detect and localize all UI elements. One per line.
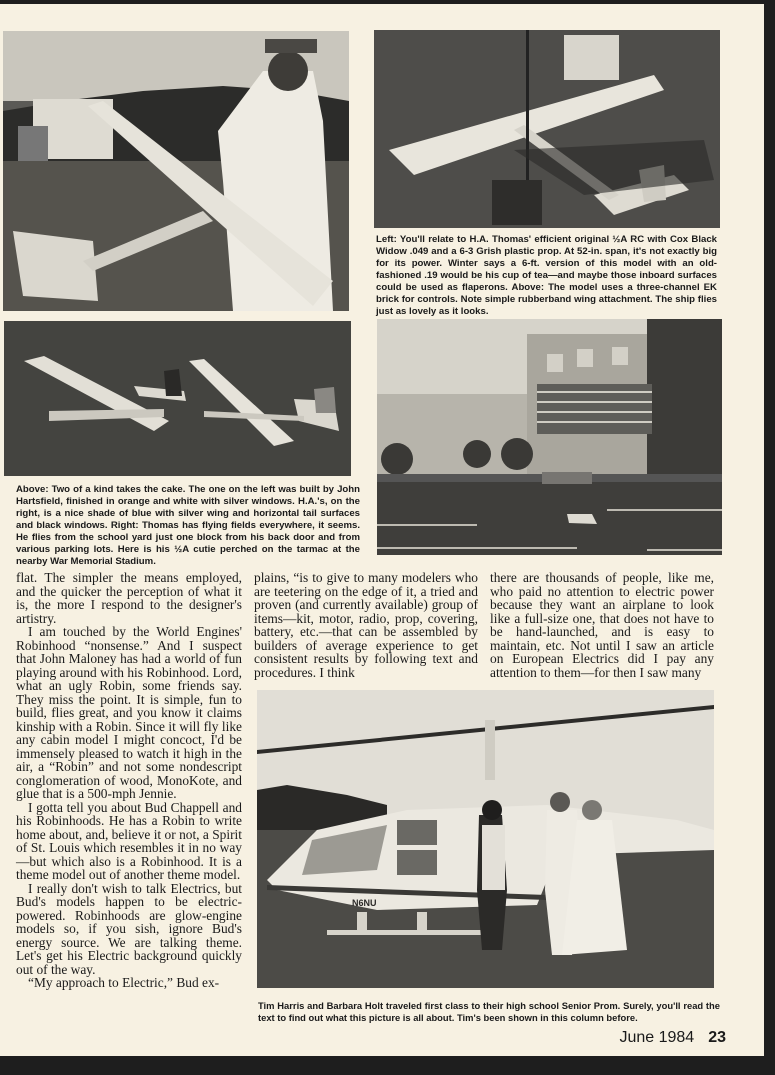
article-column-1 [16, 571, 242, 990]
magazine-page [0, 4, 764, 1056]
paragraph: flat. The simpler the means employed, and the quicker the perception of what it is, the more I respond to the designer's artistry. [16, 570, 242, 626]
paragraph: “My approach to Electric,” Bud ex- [28, 975, 220, 990]
page-number: 23 [708, 1029, 726, 1046]
photo-helicopter-prom [257, 690, 714, 988]
article-column-3 [490, 571, 714, 679]
issue-date: June 1984 [619, 1029, 695, 1046]
helicopter-tail-number: N6NU [352, 898, 377, 908]
photo-model-on-pavement-image [374, 30, 720, 228]
photo-man-with-model [3, 31, 349, 311]
photo-two-robinhoods-image [4, 321, 351, 476]
caption-helicopter-prom: Tim Harris and Barbara Holt traveled first class to their high school Senior Prom. Surely, you'll read the text to find out what this picture is all about. Tim's been shown in this column before. [258, 1000, 720, 1023]
paragraph: I really don't wish to talk Electrics, but Bud's models happen to be electric-powered. Robinhoods are glow-engine models so, if you sish, ignore Bud's energy source. We are talking theme. Let's get his Electric background quickly out of the way. [16, 880, 242, 977]
photo-war-memorial-stadium [377, 319, 722, 555]
photo-model-on-pavement [374, 30, 720, 228]
photo-helicopter-prom-image [257, 690, 714, 988]
photo-war-memorial-stadium-image [377, 319, 722, 555]
paragraph: plains, “is to give to many modelers who are teetering on the edge of it, a tried and proven (and currently available) group of items—kit, motor, radio, prop, covering, battery, etc.—that can be assembled by builders of average experience to get consistent results by following text and procedures. I think [254, 570, 478, 680]
photo-man-with-model-image [3, 31, 349, 311]
caption-two-of-a-kind: Above: Two of a kind takes the cake. The one on the left was built by John Hartsfield, finished in orange and white with silver windows. H.A.'s, on the right, is a nice shade of blue with silver wing and horizontal tail surfaces and black windows. Right: Thomas has flying fields everywhere, it seems. He flies from the school yard just one block from his back door and from various parking lots. Here is his ½A cutie perched on the tarmac at the nearby War Memorial Stadium. [16, 484, 360, 567]
caption-thomas-model: Left: You'll relate to H.A. Thomas' efficient original ½A RC with Cox Black Widow .049 and a 6-3 Grish plastic prop. At 52-in. span, it's not exactly big for its power. Winter says a 6-ft. version of this model with an old-fashioned .19 would be his cup of tea—and maybe those inboard surfaces could be used as flaperons. Above: The model uses a three-channel EK brick for controls. Note simple rubberband wing attachment. The ship flies just as lovely as it looks. [376, 234, 717, 317]
article-column-2 [254, 571, 478, 679]
photo-two-robinhoods [4, 321, 351, 476]
paragraph: there are thousands of people, like me, who paid no attention to electric power because they want an airplane to look like a full-size one, that does not have to be hand-launched, and is easy to maintain, etc. Not until I saw an article on European Electrics did I pay any attention to them—for then I saw many [490, 570, 714, 680]
paragraph: I am touched by the World Engines' Robinhood “nonsense.” And I suspect that John Maloney has had a world of fun playing around with his Robinhood. Lord, what an ugly Robin, some friends say. They miss the point. It is simple, fun to build, flies great, and you know it claims kinship with a Robin. Since it will fly like any cabin model I might concoct, I'd be immensely pleased to watch it high in the air, a “Robin” and not some nondescript conglomeration of wood, MonoKote, and glue that is a 500-mph Jennie. [16, 624, 242, 801]
page-footer [619, 1029, 726, 1047]
paragraph: I gotta tell you about Bud Chappell and his Robinhoods. He has a Robin to write home about, and, believe it or not, a Spirit of St. Louis which resembles it in no way—but which also is a Robinhood. It is a theme model out of another theme model. [16, 799, 242, 882]
